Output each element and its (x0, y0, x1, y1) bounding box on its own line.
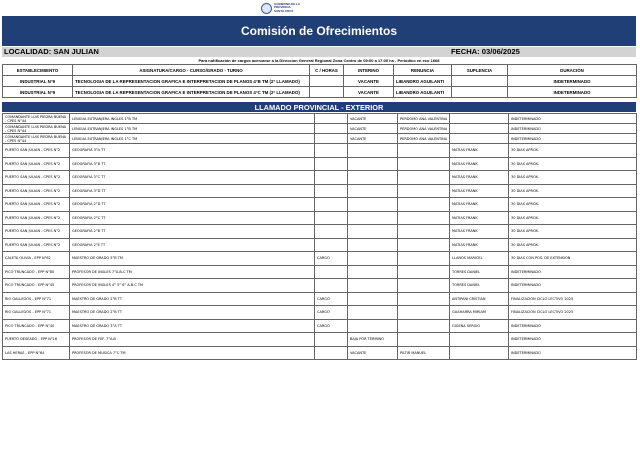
col-interino: INTERINO (344, 65, 394, 76)
cell (315, 279, 348, 293)
cell (450, 124, 509, 134)
table-row (3, 124, 637, 134)
cell: CALETA OLIVIA - EPP N°62 (3, 252, 70, 266)
cell: INDETERMINADO (509, 114, 637, 124)
table-row (3, 134, 637, 144)
cell: RIO GALLEGOS - EPP N°71 (3, 292, 70, 306)
cell (348, 184, 398, 198)
cell: GEOGRAFIA 2°B TT (70, 225, 315, 239)
cell: PROFESOR DE INGLES 4° 5° 6° A-B-C TM (70, 279, 315, 293)
table-row (3, 238, 637, 252)
cell: 30 DIAS APROX. (509, 238, 637, 252)
cell: INDUSTRIAL N°9 (3, 87, 73, 98)
cell (398, 171, 450, 185)
cell: VACANTE (344, 76, 394, 87)
cell (315, 124, 348, 134)
cell: FINALIZACION CICLO LECTIVO 2025 (509, 306, 637, 320)
cell: INDETERMINADO (509, 279, 637, 293)
cell: MATIAS FRANK (450, 144, 509, 158)
cell: PUERTO SAN JULIAN - CPES N°2 (3, 225, 70, 239)
table-row (3, 114, 637, 124)
table-row (3, 225, 637, 239)
cell (310, 76, 344, 87)
cell (315, 184, 348, 198)
cell: MAESTRO DE GRADO 3°A TT (70, 319, 315, 333)
cell: PICO TRUNCADO - EPP N°45 (3, 279, 70, 293)
column-header-row (3, 65, 637, 76)
cell: PUERTO DESEADO - EPP N°16 (3, 333, 70, 347)
section-title: LLAMADO PROVINCIAL - EXTERIOR (2, 102, 636, 112)
col-establecimiento: ESTABLECIMIENTO (3, 65, 73, 76)
cell (348, 319, 398, 333)
cell: 30 DIAS APROX. (509, 144, 637, 158)
cell: ANTIPANI CRISTIAN (450, 292, 509, 306)
cell: PERDOMO ANA VALENTINA (398, 114, 450, 124)
cell: CARGO (315, 252, 348, 266)
cell: INDETERMINADO (509, 265, 637, 279)
cell: LIBANDRO AGUILANTI (394, 76, 452, 87)
cell: PUERTO SAN JULIAN - CPES N°2 (3, 211, 70, 225)
cell: MATIAS FRANK (450, 211, 509, 225)
cell (398, 184, 450, 198)
cell (315, 225, 348, 239)
cell (348, 211, 398, 225)
cell (348, 265, 398, 279)
table-row (3, 198, 637, 212)
cell (398, 319, 450, 333)
cell: COMANDANTE LUIS PIEDRA BUENA - CPES N°44 (3, 134, 70, 144)
cell (398, 252, 450, 266)
cell: TORRES DANIEL (450, 265, 509, 279)
cell: CARGO (315, 306, 348, 320)
cell: PICO TRUNCADO - EPP N°80 (3, 265, 70, 279)
location-date-bar (2, 47, 636, 57)
cell: PROFESOR DE FEF. 7°A-B (70, 333, 315, 347)
table-row (3, 87, 637, 98)
cell: BAJA POR TERMINO (348, 333, 398, 347)
provincial-seal-icon (261, 3, 272, 14)
cell: MATIAS FRANK (450, 157, 509, 171)
cell: INDETERMINADO (509, 134, 637, 144)
cell: PILTIR MANUEL (398, 346, 450, 360)
cell (398, 157, 450, 171)
cell: PICO TRUNCADO - EPP N°40 (3, 319, 70, 333)
cell: MATIAS FRANK (450, 171, 509, 185)
cell (398, 265, 450, 279)
cell (398, 238, 450, 252)
cell: 30 DIAS APROX. (509, 171, 637, 185)
cell (398, 211, 450, 225)
cell: VACANTE (348, 346, 398, 360)
header-table (2, 64, 637, 98)
cell: VACANTE (344, 87, 394, 98)
table-row (3, 346, 637, 360)
cell: GEOGRAFIA 3°D TT (70, 184, 315, 198)
cell: LIBANDRO AGUILANTI (394, 87, 452, 98)
cell: LENGUA EXTRANJERA INGLES 1°B TM (70, 124, 315, 134)
cell: INDETERMINADO (509, 333, 637, 347)
cell (315, 114, 348, 124)
col-renuncia: RENUNCIA (394, 65, 452, 76)
cell: VACANTE (348, 124, 398, 134)
cell: VACANTE (348, 134, 398, 144)
cell: RIO GALLEGOS - EPP N°71 (3, 306, 70, 320)
cell: MATIAS FRANK (450, 198, 509, 212)
notification-note: Para notificación de cargos acercarse a la Direccion General Regional Zona Centro de 09:00 a 17:00 hs - Periodico en eco 1668 (198, 58, 440, 63)
cell: GEOGRAFIA 3°C TT (70, 171, 315, 185)
cell (348, 198, 398, 212)
table-row (3, 211, 637, 225)
col-asignatura: ASIGNATURA/CARGO - CURSO/GRADO - TURNO (73, 65, 310, 76)
cell (398, 279, 450, 293)
cell (348, 238, 398, 252)
cell (398, 225, 450, 239)
cell: MATIAS FRANK (450, 184, 509, 198)
table-row (3, 306, 637, 320)
cell: PUERTO SAN JULIAN - CPES N°2 (3, 144, 70, 158)
cell (450, 134, 509, 144)
cell: LAS HERAS - EPP N°64 (3, 346, 70, 360)
cell: INDETERMINADO (509, 319, 637, 333)
cell: PUERTO SAN JULIAN - CPES N°2 (3, 171, 70, 185)
cell: GIGENA SERGIO (450, 319, 509, 333)
cell: INDETERMINADO (509, 346, 637, 360)
table-row (3, 76, 637, 87)
table-row (3, 292, 637, 306)
cell: COMANDANTE LUIS PIEDRA BUENA - CPES N°44 (3, 114, 70, 124)
fecha-label: FECHA: 03/06/2025 (451, 47, 520, 56)
cell: TORRES DANIEL (450, 279, 509, 293)
cell: FINALIZACION CICLO LECTIVO 2025 (509, 292, 637, 306)
cell (398, 333, 450, 347)
cell (398, 292, 450, 306)
cell (450, 346, 509, 360)
cell: 30 DIAS APROX. (509, 225, 637, 239)
table-row (3, 171, 637, 185)
cell (398, 198, 450, 212)
cell: GEOGRAFIA 2°C TT (70, 211, 315, 225)
cell (315, 157, 348, 171)
cell (315, 238, 348, 252)
table-row (3, 157, 637, 171)
cell (348, 171, 398, 185)
cell: MATIAS FRANK (450, 238, 509, 252)
cell: VACANTE (348, 114, 398, 124)
cell: MAESTRO DE GRADO 2°B TT (70, 292, 315, 306)
cell (348, 279, 398, 293)
cell: TECNOLOGIA DE LA REPRESENTACION GRAFICA E INTERPRETACION DE PLANOS 4°B TM (2° LLAMADO) (73, 76, 310, 87)
cell: INDETERMINADO (509, 124, 637, 134)
cell: PUERTO SAN JULIAN - CPES N°2 (3, 238, 70, 252)
cell: GEOGRAFIA 2°E TT (70, 238, 315, 252)
page-title: Comisión de Ofrecimientos (2, 16, 636, 46)
cell (315, 265, 348, 279)
cell: 30 DIAS APROX. (509, 184, 637, 198)
cell (450, 333, 509, 347)
cell (315, 171, 348, 185)
cell (315, 333, 348, 347)
table-row (3, 144, 637, 158)
cell (348, 157, 398, 171)
cell (450, 114, 509, 124)
table-row (3, 279, 637, 293)
cell: 30 DIAS APROX. (509, 211, 637, 225)
logo-text: GOBIERNO DE LA PROVINCIA SANTA CRUZ (274, 1, 301, 13)
table-row (3, 265, 637, 279)
cell: LENGUA EXTRANJERA INGLES 1°C TM (70, 134, 315, 144)
government-logo (261, 2, 315, 14)
cell: PERDOMO ANA VALENTINA (398, 124, 450, 134)
cell (398, 306, 450, 320)
cell: 30 DIAS APROX. (509, 198, 637, 212)
cell (310, 87, 344, 98)
cell: PUERTO SAN JULIAN - CPES N°2 (3, 198, 70, 212)
cell: MATIAS FRANK (450, 225, 509, 239)
cell: LLANOS MARICEL (450, 252, 509, 266)
cell: TECNOLOGIA DE LA REPRESENTACION GRAFICA E INTERPRETACION DE PLANOS 4°C TM (2° LLAMADO) (73, 87, 310, 98)
cell: LENGUA EXTRANJERA INGLES 1°B TM (70, 114, 315, 124)
cell: GEOGRAFIA 3°B TT (70, 157, 315, 171)
cell (315, 144, 348, 158)
cell: CARGO (315, 319, 348, 333)
cell (348, 144, 398, 158)
cell: 30 DIAS APROX. (509, 157, 637, 171)
cell: PUERTO SAN JULIAN - CPES N°2 (3, 184, 70, 198)
localidad-label: LOCALIDAD: SAN JULIAN (4, 47, 99, 56)
cell (348, 292, 398, 306)
table-row (3, 184, 637, 198)
table-row (3, 252, 637, 266)
cell: MAESTRO DE GRADO 2°B TT (70, 306, 315, 320)
cell: PROFESOR DE MUSICA 7°C TM (70, 346, 315, 360)
cell (348, 225, 398, 239)
cell (348, 306, 398, 320)
cell: INDUSTRIAL N°9 (3, 76, 73, 87)
cell: INDETERMINADO (508, 87, 637, 98)
cell (315, 211, 348, 225)
offers-table (2, 113, 637, 360)
cell: GUAHARRA MIRIAM (450, 306, 509, 320)
cell (348, 252, 398, 266)
cell: PUERTO SAN JULIAN - CPES N°2 (3, 157, 70, 171)
cell: PROFESOR DE INGLES 7°A-B-C TM (70, 265, 315, 279)
cell (452, 87, 508, 98)
cell (315, 134, 348, 144)
cell (452, 76, 508, 87)
table-row (3, 319, 637, 333)
cell (398, 144, 450, 158)
cell: MAESTRO DE GRADO 5°B TM (70, 252, 315, 266)
col-suplencia: SUPLENCIA (452, 65, 508, 76)
cell: GEOGRAFIA 3°A TT (70, 144, 315, 158)
col-duracion: DURACIÓN (508, 65, 637, 76)
cell: CARGO (315, 292, 348, 306)
cell: PERDOMO ANA VALENTINA (398, 134, 450, 144)
cell: 30 DIAS CON POS. DE EXTENSION (509, 252, 637, 266)
cell (315, 198, 348, 212)
cell: GEOGRAFIA 2°D TT (70, 198, 315, 212)
cell: COMANDANTE LUIS PIEDRA BUENA - CPES N°44 (3, 124, 70, 134)
col-horas: C / HORAS (310, 65, 344, 76)
cell: INDETERMINADO (508, 76, 637, 87)
table-row (3, 333, 637, 347)
cell (315, 346, 348, 360)
